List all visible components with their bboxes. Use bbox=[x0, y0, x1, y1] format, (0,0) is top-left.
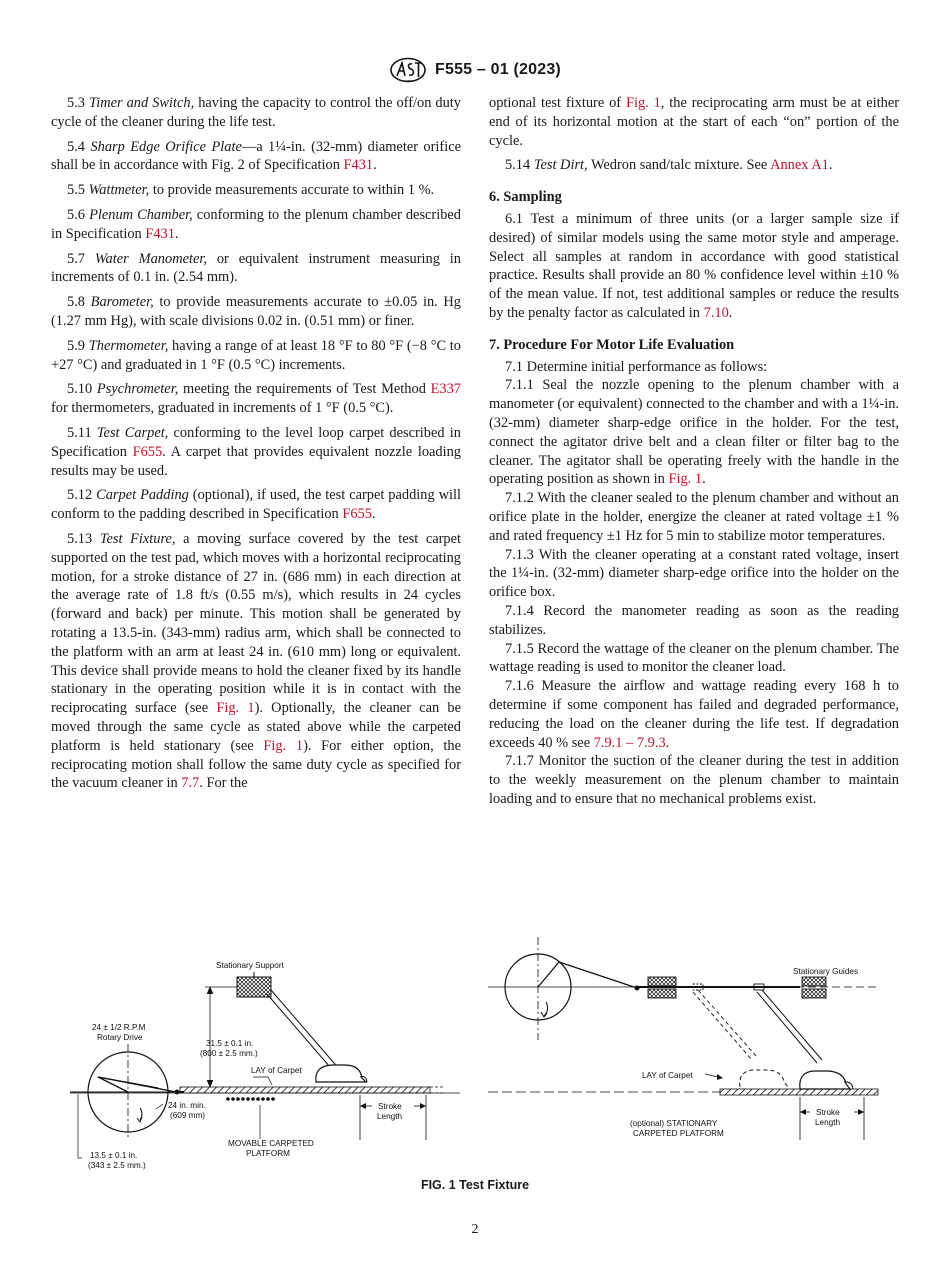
para-5-8: 5.8 Barometer, to provide measurements accurate to ±0.05 in. Hg (1.27 mm Hg), with scale divisions 0.02 in. (0.51 mm) or finer. bbox=[51, 294, 462, 329]
link-fig-1[interactable]: Fig. 1 bbox=[668, 471, 703, 488]
stationary-support-block bbox=[237, 977, 271, 997]
link-f431[interactable]: F431 bbox=[145, 225, 175, 242]
para-5-7: 5.7 Water Manometer, or equivalent instrument measuring in increments of 0.1 in. (2.54 mm). bbox=[51, 250, 461, 286]
figure-caption: FIG. 1 Test Fixture bbox=[420, 1178, 530, 1192]
right-fixture-drawing bbox=[488, 937, 880, 1140]
link-7-7[interactable]: 7.7 bbox=[181, 775, 200, 792]
section-heading-sampling: 6. Sampling bbox=[489, 189, 562, 206]
para-5-13-continued: optional test fixture of Fig. 1, the reciprocating arm must be at either end of its horizontal motion at the start of each “on” portion of the cycle. bbox=[489, 95, 899, 149]
label-optional-platform: (optional) STATIONARY bbox=[630, 1119, 718, 1128]
para-5-10: 5.10 Psychrometer, meeting the requirements of Test Method E337 for thermometers, graduated in increments of 1 °F (0.5 °C). bbox=[51, 381, 461, 417]
movable-carpet bbox=[180, 1087, 430, 1093]
para-5-9: 5.9 Thermometer, having a range of at least 18 °F to 80 °F (−8 °C to +27 °C) and graduated in 1 °F (0.5 °C) increments. bbox=[51, 337, 462, 373]
para-7-1-2: 7.1.2 With the cleaner sealed to the plenum chamber and without an orifice plate in the holder, energize the cleaner at rated voltage ±1 % and rated frequency ±1 Hz for 5 min to stabilize motor temperatures. bbox=[489, 490, 899, 544]
test-fixture-diagram bbox=[60, 932, 890, 1177]
label-radius-in: 13.5 ± 0.1 in. bbox=[90, 1151, 138, 1160]
label-length-right: Length bbox=[815, 1118, 841, 1127]
document-designation: F555 – 01 (2023) bbox=[435, 61, 561, 78]
figure-1-test-fixture bbox=[60, 932, 890, 1177]
link-e337[interactable]: E337 bbox=[430, 381, 461, 398]
para-7-1-3: 7.1.3 With the cleaner operating at a constant rated voltage, insert the 1¼-in. (32-mm) diameter sharp-edge orifice into the holder on the orifice box. bbox=[489, 546, 899, 601]
para-5-5: 5.5 Wattmeter, to provide measurements accurate to within 1 %. bbox=[67, 182, 435, 199]
label-movable-platform: MOVABLE CARPETED bbox=[228, 1139, 314, 1148]
para-7-1: 7.1 Determine initial performance as follows: bbox=[505, 358, 768, 375]
link-fig-1[interactable]: Fig. 1 bbox=[625, 95, 661, 111]
para-5-11: 5.11 Test Carpet, conforming to the level loop carpet described in Specification F655. A carpet that provides equivalent nozzle loading results may be used. bbox=[51, 424, 461, 479]
page-number: 2 bbox=[471, 1222, 479, 1237]
section-heading-procedure: 7. Procedure For Motor Life Evaluation bbox=[489, 336, 735, 353]
label-lay-of-carpet: LAY of Carpet bbox=[251, 1066, 302, 1075]
para-6-1: 6.1 Test a minimum of three units (or a larger sample size if desired) of similar models using the same motor style and amperage. Select all samples at random in accordance with good statistical practice. Results shall provide an 80 % confidence level within ±10 % of the mean value. If not, test additional samples or reduce the results by the penalty factor as calculated in 7.10. bbox=[489, 210, 899, 321]
para-7-1-4: 7.1.4 Record the manometer reading as soon as the reading stabilizes. bbox=[489, 602, 899, 638]
label-min-length-mm: (609 mm) bbox=[170, 1111, 206, 1120]
label-rpm: 24 ± 1/2 R.P.M bbox=[92, 1023, 146, 1032]
link-7-10[interactable]: 7.10 bbox=[703, 304, 729, 321]
cleaner-body-right bbox=[800, 1071, 850, 1089]
label-radius-mm: (343 ± 2.5 mm.) bbox=[88, 1161, 146, 1170]
label-stationary-support: Stationary Support bbox=[216, 961, 284, 970]
para-5-13: 5.13 Test Fixture, a moving surface covered by the test carpet supported on the test pad, which moves with a horizontal reciprocating motion, for a stroke distance of 27 in. (686 mm) in each direction at the average rate of 1.8 ft/s (0.55 m/s), which results in 24 cycles (forward and back) per minute. This motion shall be generated by rotating a 13.5-in. (343-mm) radius arm, which shall be connected to the platform with an arm at least 24 in. (610 mm) long or equivalent. This device shall provide means to hold the cleaner fixed by its handle stationary in the operating position while it is in contact with the reciprocating surface (see Fig. 1). Optionally, the cleaner can be moved through the same cycle as stated above while the carpeted platform is held stationary (see Fig. 1). For either option, the reciprocating motion shall follow the same duty cycle as specified for the vacuum cleaner in 7.7. For the bbox=[51, 530, 462, 792]
para-5-6: 5.6 Plenum Chamber, conforming to the plenum chamber described in Specification F431. bbox=[51, 206, 462, 242]
link-fig-1[interactable]: Fig. 1 bbox=[216, 700, 255, 717]
para-7-1-1: 7.1.1 Seal the nozzle opening to the plenum chamber with a manometer (or equivalent) connected to the chamber and with a 1¼-in. (32-mm) diameter sharp-edge orifice in the holder. For the test, connect the agitator drive belt and a clean filter or filter bag to the cleaner. The agitator shall be operating freely with the handle in the operating position as shown in Fig. 1. bbox=[489, 377, 899, 488]
label-platform: PLATFORM bbox=[246, 1149, 290, 1158]
label-height-in: 31.5 ± 0.1 in. bbox=[206, 1039, 254, 1048]
link-7-9-1-7-9-3[interactable]: 7.9.1 – 7.9.3 bbox=[593, 734, 666, 751]
label-stationary-guides: Stationary Guides bbox=[793, 967, 859, 976]
left-fixture-drawing bbox=[70, 961, 460, 1170]
svg-text:ASTM: ASTM bbox=[403, 79, 413, 83]
page-header bbox=[0, 57, 950, 83]
para-7-1-5: 7.1.5 Record the wattage of the cleaner on the plenum chamber. The wattage reading is used to monitor the cleaner load. bbox=[489, 640, 899, 676]
para-5-14: 5.14 Test Dirt, Wedron sand/talc mixture. See Annex A1. bbox=[505, 157, 833, 174]
link-f655[interactable]: F655 bbox=[342, 506, 372, 523]
para-7-1-6: 7.1.6 Measure the airflow and wattage reading every 168 h to determine if some component has failed and degraded performance, reducing the load on the cleaner during the life test. If degradation exceeds 40 % see 7.9.1 – 7.9.3. bbox=[489, 678, 899, 751]
para-7-1-7: 7.1.7 Monitor the suction of the cleaner during the test in addition to the weekly measurement on the plenum chamber to maintain loading and to ensure that no mechanical problems exist. bbox=[489, 753, 899, 807]
label-stroke-right: Stroke bbox=[816, 1108, 840, 1117]
para-5-4: 5.4 Sharp Edge Orifice Plate—a 1¼-in. (32-mm) diameter orifice shall be in accordance with Fig. 2 of Specification F431. bbox=[51, 138, 461, 174]
stationary-carpet bbox=[720, 1089, 878, 1095]
para-5-3: 5.3 Timer and Switch, having the capacity to control the off/on duty cycle of the cleaner during the life test. bbox=[51, 95, 461, 130]
label-rotary-drive: Rotary Drive bbox=[97, 1033, 143, 1042]
link-annex-a1[interactable]: Annex A1 bbox=[770, 157, 829, 174]
right-column bbox=[489, 94, 899, 809]
astm-logo-icon bbox=[389, 57, 427, 83]
label-length: Length bbox=[377, 1112, 403, 1121]
left-column bbox=[51, 94, 461, 793]
link-f431[interactable]: F431 bbox=[343, 157, 374, 174]
para-5-12: 5.12 Carpet Padding (optional), if used, the test carpet padding will conform to the padding described in Specification F655. bbox=[51, 487, 461, 523]
label-min-length-in: 24 in. min. bbox=[168, 1101, 206, 1110]
label-lay-of-carpet-right: LAY of Carpet bbox=[642, 1071, 693, 1080]
label-stroke: Stroke bbox=[378, 1102, 402, 1111]
cleaner-body bbox=[316, 1065, 366, 1082]
label-height-mm: (800 ± 2.5 mm.) bbox=[200, 1049, 258, 1058]
label-carpeted-platform: CARPETED PLATFORM bbox=[633, 1129, 724, 1138]
link-fig-1[interactable]: Fig. 1 bbox=[263, 737, 304, 754]
link-f655[interactable]: F655 bbox=[132, 443, 163, 460]
